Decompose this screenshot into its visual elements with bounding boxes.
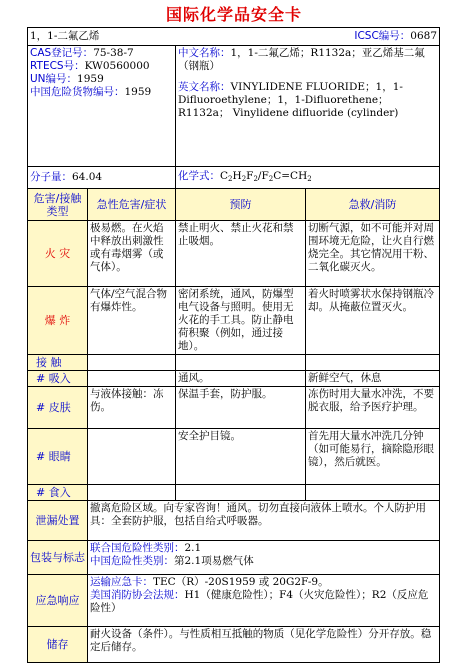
row-firstaid: 首先用大量水冲洗几分钟（如可能易行，摘除隐形眼镜），然后就医。: [306, 429, 440, 485]
mw-value: 64.04: [72, 171, 103, 183]
row-prevention: 保温手套，防护服。: [176, 387, 306, 429]
safety-card-table: [27, 27, 440, 663]
row-prevention: 通风。: [176, 371, 306, 387]
row-type-contact: 接 触: [28, 355, 88, 371]
table-row: [28, 541, 440, 575]
row-firstaid: 冻伤时用大量水冲洗，不要脱衣服，给予医疗护理。: [306, 387, 440, 429]
en-name-label: 英文名称：: [178, 81, 231, 93]
table-row: [28, 287, 440, 355]
row-firstaid: 着火时喷雾状水保持钢瓶冷却。从掩蔽位置灭火。: [306, 287, 440, 355]
col-header-prevention: 预防: [176, 189, 306, 221]
transport-card-value: TEC（R）-20S1959 或 20G2F-9。: [153, 576, 329, 588]
row-firstaid: 新鲜空气，休息: [306, 371, 440, 387]
row-prevention: 禁止明火、禁止火花和禁止吸烟。: [176, 221, 306, 287]
formula-cell: [176, 167, 440, 189]
nfpa-value: H1（健康危险性）；F4（火灾危险性）；R2（反应危险性）: [90, 589, 429, 614]
name-block: [176, 46, 440, 167]
cas-value: 75-38-7: [93, 47, 134, 59]
icsc-label: ICSC编号：: [354, 30, 411, 42]
table-row: [28, 501, 440, 541]
row-hazard: 气体/空气混合物有爆炸性。: [88, 287, 176, 355]
row-firstaid: [306, 355, 440, 371]
cn-class-label: 中国危险性类别：: [90, 555, 174, 567]
row-hazard: 极易燃。在火焰中释放出刺激性或有毒烟雾（或气体）。: [88, 221, 176, 287]
table-row: [28, 221, 440, 287]
icsc-value: 0687: [410, 30, 438, 42]
packaging-text: [88, 541, 440, 575]
header-row: [28, 28, 440, 46]
en-name-value: VINYLIDENE FLUORIDE；1，1-Difluoroethylene；1，1-Difluorethene；R1132a； Vinylidene difluoride (cylinder): [178, 81, 403, 119]
cn-value: 1959: [124, 86, 152, 98]
table-row: [28, 355, 440, 371]
cn-class-value: 第2.1项易燃气体: [174, 555, 254, 567]
un-label: UN编号：: [30, 73, 78, 85]
table-row: [28, 429, 440, 485]
formula-label: 化学式：: [178, 169, 220, 182]
mw-cell: [28, 167, 176, 189]
row-prevention: [176, 485, 306, 501]
nfpa-label: 美国消防协会法规：: [90, 589, 185, 601]
table-row: [28, 485, 440, 501]
table-row: [28, 627, 440, 663]
storage-label: 储存: [28, 627, 88, 663]
cas-label: CAS登记号：: [30, 47, 94, 59]
row-prevention: 密闭系统，通风，防爆型电气设备与照明。使用无火花的手工具。防止静电荷积聚（例如，通过接地）。: [176, 287, 306, 355]
row-prevention: [176, 355, 306, 371]
table-row: [28, 371, 440, 387]
emergency-label: 应急响应: [28, 575, 88, 627]
rtecs-value: KW0560000: [84, 60, 150, 72]
row-firstaid: [306, 485, 440, 501]
row-firstaid: 切断气源，如不可能并对周围环境无危险，让火自行燃烧完全。其它情况用干粉、二氧化碳灭火。: [306, 221, 440, 287]
un-class-value: 2.1: [184, 542, 202, 554]
row-hazard: 与液体接触：冻伤。: [88, 387, 176, 429]
emergency-text: [88, 575, 440, 627]
row-hazard: [88, 485, 176, 501]
spill-label: 泄漏处置: [28, 501, 88, 541]
row-type-explosion: 爆 炸: [28, 287, 88, 355]
rtecs-label: RTECS号：: [30, 60, 85, 72]
spill-text: 撤离危险区域。向专家咨询！通风。切勿直接向液体上喷水。个人防护用具：全套防护服，包括自给式呼吸器。: [88, 501, 440, 541]
table-row: [28, 575, 440, 627]
row-type-inhalation: # 吸入: [28, 371, 88, 387]
row-hazard: [88, 355, 176, 371]
row-hazard: [88, 429, 176, 485]
cn-label: 中国危险货物编号：: [30, 86, 125, 98]
col-header-firstaid: 急救/消防: [306, 189, 440, 221]
mw-label: 分子量：: [30, 171, 72, 183]
row-type-skin: # 皮肤: [28, 387, 88, 429]
row-hazard: [88, 371, 176, 387]
identifier-block: [28, 46, 176, 167]
row-type-ingestion: # 食入: [28, 485, 88, 501]
row-type-fire: 火 灾: [28, 221, 88, 287]
formula-value: $C_2H_2F_2/F_2C=CH_2$: [220, 169, 312, 183]
storage-text: 耐火设备（条件）。与性质相互抵触的物质（见化学危险性）分开存放。稳定后储存。: [88, 627, 440, 663]
chemical-name: 1，1-二氟乙烯: [30, 30, 100, 42]
col-header-hazard: 急性危害/症状: [88, 189, 176, 221]
zh-name-value: 1，1-二氟乙烯；R1132a；亚乙烯基二氟（钢瓶）: [178, 47, 425, 72]
transport-card-label: 运输应急卡：: [90, 576, 153, 588]
row-type-eyes: # 眼睛: [28, 429, 88, 485]
row-prevention: 安全护目镜。: [176, 429, 306, 485]
un-value: 1959: [77, 73, 104, 85]
table-row: [28, 387, 440, 429]
un-class-label: 联合国危险性类别：: [90, 542, 185, 554]
page-title: 国际化学品安全卡: [165, 5, 302, 24]
col-header-type: 危害/接触类型: [28, 189, 88, 221]
zh-name-label: 中文名称：: [178, 47, 231, 59]
packaging-label: 包装与标志: [28, 541, 88, 575]
